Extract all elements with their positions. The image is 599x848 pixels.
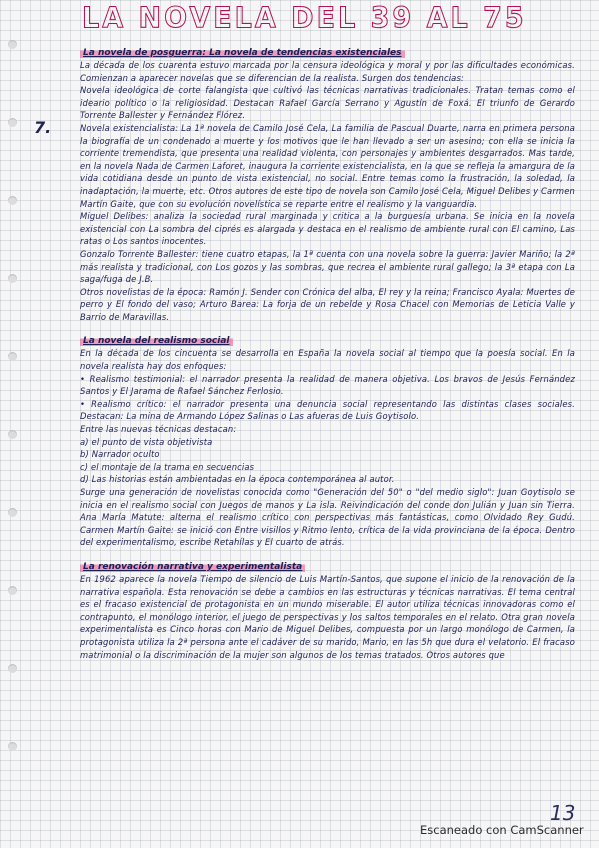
binder-hole xyxy=(8,196,17,205)
list-item: a) el punto de vista objetivista xyxy=(80,436,213,447)
list-item: • Realismo testimonial: el narrador presenta la realidad de manera objetiva. Los bravos de Jesús Fernández Santos y El Jarama de Rafael Sánchez Ferlosio. xyxy=(80,373,575,397)
section-heading: La novela de posguerra: La novela de tendencias existenciales xyxy=(80,47,405,59)
paragraph: En 1962 aparece la novela Tiempo de silencio de Luis Martín-Santos, que supone el inicio de la renovación de la narrativa española. Esta renovación se debe a cambios en las estructuras y técnicas narrativas. El tema central es el fracaso existencial de protagonista en un mundo miserable. El autor utiliza técnicas innovadoras como el contrapunto, el monólogo interior, el juego de perspectivas y los saltos temporales en el relato. Otra gran novela experimentalista es Cinco horas con Mario de Miguel Delibes, compuesta por un largo monólogo de Carmen, la protagonista utiliza la 2ª persona ante el cadáver de su marido, Mario, en las 5h que dura el velatorio. El fracaso matrimonial o la discriminación de la mujer son algunos de los temas tratados. Otros autores que xyxy=(80,573,575,660)
list-item: d) Las historias están ambientadas en la época contemporánea al autor. xyxy=(80,474,395,485)
binder-hole xyxy=(8,664,17,673)
binder-holes xyxy=(8,0,24,848)
section-realismo-social xyxy=(80,328,575,549)
section-heading: La renovación narrativa y experimentalista xyxy=(80,561,305,573)
section-novela-posguerra xyxy=(80,40,575,323)
paragraph: Entre las nuevas técnicas destacan: xyxy=(80,424,237,435)
binder-hole xyxy=(8,274,17,283)
binder-hole xyxy=(8,586,17,595)
binder-hole xyxy=(8,40,17,49)
list-item: • Realismo crítico: el narrador presenta una denuncia social representando las distintas clases sociales. Destacan: La mina de Armando López Salinas o Las afueras de Luis Goytisolo. xyxy=(80,398,575,422)
notes-content xyxy=(80,40,575,661)
paragraph: Miguel Delibes: analiza la sociedad rural marginada y critica a la burguesía urbana. Se inicia en la novela existencial con La sombra del ciprés es alargada y destaca en el realismo de ambiente rural con El camino, Las ratas o Los santos inocentes. xyxy=(80,211,575,247)
scanner-watermark: Escaneado con CamScanner xyxy=(420,823,584,837)
list-item: b) Narrador oculto xyxy=(80,449,160,460)
section-renovacion-narrativa xyxy=(80,554,575,661)
section-heading: La novela del realismo social xyxy=(80,335,233,347)
margin-note: 7. xyxy=(34,118,52,137)
binder-hole xyxy=(8,352,17,361)
page-title: LA NOVELA DEL 39 AL 75 xyxy=(82,2,527,35)
paragraph: En la década de los cincuenta se desarrolla en España la novela social al tiempo que la poesía social. En la novela realista hay dos enfoques: xyxy=(80,348,575,372)
paragraph: Otros novelistas de la época: Ramón J. Sender con Crónica del alba, El rey y la reina; Francisco Ayala: Muertes de perro y El fondo del vaso; Arturo Barea: La forja de un rebelde y Rosa Chacel con Memorias de Leticia Valle y Barrio de Maravillas. xyxy=(80,286,575,322)
list-item: c) el montaje de la trama en secuencias xyxy=(80,461,255,472)
paragraph: Surge una generación de novelistas conocida como "Generación del 50" o "del medio siglo": Juan Goytisolo se inicia en el realismo social con Juegos de manos y La isla. Reivindicación del conde don Julián y Juan sin Tierra. Ana María Matute: alterna el realismo crítico con perspectivas más fantásticas, como Olvidado Rey Gudú. Carmen Martín Gaite: se inició con Entre visillos y Ritmo lento, crítica de la vida provinciana de la época. Dentro del experimentalismo, escribe Retahílas y El cuarto de atrás. xyxy=(80,487,575,548)
page-number: 13 xyxy=(550,801,576,825)
binder-hole xyxy=(8,742,17,751)
binder-hole xyxy=(8,118,17,127)
paragraph: Gonzalo Torrente Ballester: tiene cuatro etapas, la 1ª cuenta con una novela sobre la guerra: Javier Mariño; la 2ª más realista y tradicional, con Los gozos y las sombras, que recrea el ambiente rural gallego; la 3ª etapa con La saga/fuga de J.B. xyxy=(80,248,575,285)
binder-hole xyxy=(8,508,17,517)
paragraph: Novela ideológica de corte falangista que cultivó las técnicas narrativas tradicionales. Tratan temas como el ideario político o la religiosidad. Destacan Rafael García Serrano y Agustín de Foxá. El triunfo de Gerardo Torrente Ballester y Fernández Flórez. xyxy=(80,85,575,121)
paragraph: La década de los cuarenta estuvo marcada por la censura ideológica y moral y por las dificultades económicas. Comienzan a aparecer novelas que se diferencian de la realista. Surgen dos tendencias: xyxy=(80,60,575,83)
binder-hole xyxy=(8,430,17,439)
paragraph: Novela existencialista: La 1ª novela de Camilo José Cela, La familia de Pascual Duarte, narra en primera persona la biografía de un condenado a muerte y los motivos que le han llevado a ser un asesino; con ella se inicia la corriente tremendista, que presenta una realidad violenta, con personajes y ambientes desgarrados. Mas tarde, en la novela Nada de Carmen Laforet, inaugura la corriente existencialista, en la que se refleja la amargura de la vida cotidiana desde un punto de vista existencial, no social. Entre temas como la frustración, la soledad, la inadaptación, la muerte, etc. Otros autores de este tipo de novela son Camilo José Cela, Miguel Delibes y Carmen Martín Gaite, que con su evolución novelística se reparte entre el realismo y la vanguardia. xyxy=(80,122,575,209)
